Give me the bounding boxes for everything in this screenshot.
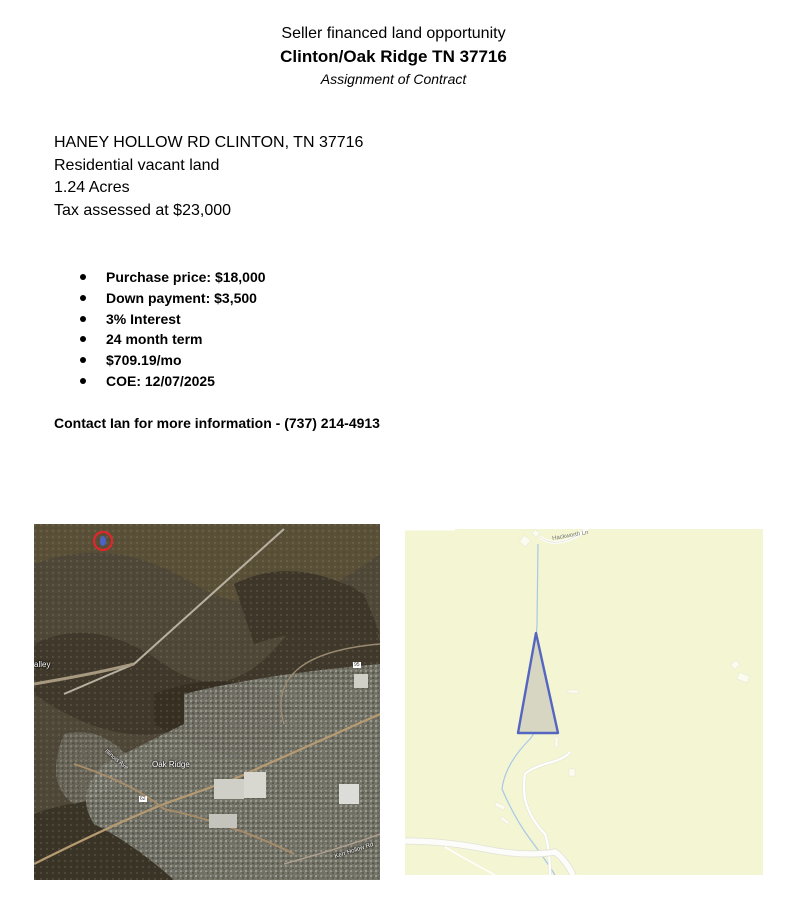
bullet-icon (80, 378, 86, 384)
parcel-map-drawing (405, 529, 763, 875)
bullet-icon (80, 357, 86, 363)
term-purchase-price: Purchase price: $18,000 (78, 267, 266, 288)
property-acreage: 1.24 Acres (54, 179, 130, 196)
bullet-icon (80, 274, 86, 280)
property-details (54, 132, 363, 222)
location-heading: Clinton/Oak Ridge TN 37716 (280, 47, 507, 66)
bullet-icon (80, 295, 86, 301)
property-type: Residential vacant land (54, 156, 220, 174)
term-coe-date: COE: 12/07/2025 (78, 371, 266, 392)
document-header (0, 22, 787, 90)
property-address: HANEY HOLLOW RD CLINTON, TN 37716 (54, 134, 364, 151)
document-title: Seller financed land opportunity (281, 25, 506, 42)
term-length: 24 month term (78, 329, 266, 350)
route-shield-icon: 62 (140, 796, 146, 802)
label-illinois-ave: Illinois Ave (103, 748, 129, 772)
label-oak-ridge: Oak Ridge (152, 760, 190, 769)
satellite-terrain (34, 524, 380, 880)
parcel-map-image (405, 529, 763, 875)
bullet-icon (80, 336, 86, 342)
satellite-map-image (34, 524, 380, 880)
route-shield-icon: 95 (354, 662, 360, 668)
label-hackworth-ln: Hackworth Ln (551, 529, 589, 543)
term-interest: 3% Interest (78, 309, 266, 330)
document-subtitle: Assignment of Contract (320, 71, 467, 87)
contact-info: Contact Ian for more information - (737) 214-4913 (54, 415, 380, 431)
label-kerr-hollow-rd: Kerr Hollow Rd (334, 841, 375, 861)
term-down-payment: Down payment: $3,500 (78, 288, 266, 309)
bullet-icon (80, 316, 86, 322)
financing-terms-list (78, 267, 266, 392)
property-tax-assessed: Tax assessed at $23,000 (54, 201, 232, 219)
label-valley: alley (34, 660, 51, 669)
term-monthly-payment: $709.19/mo (78, 350, 266, 371)
